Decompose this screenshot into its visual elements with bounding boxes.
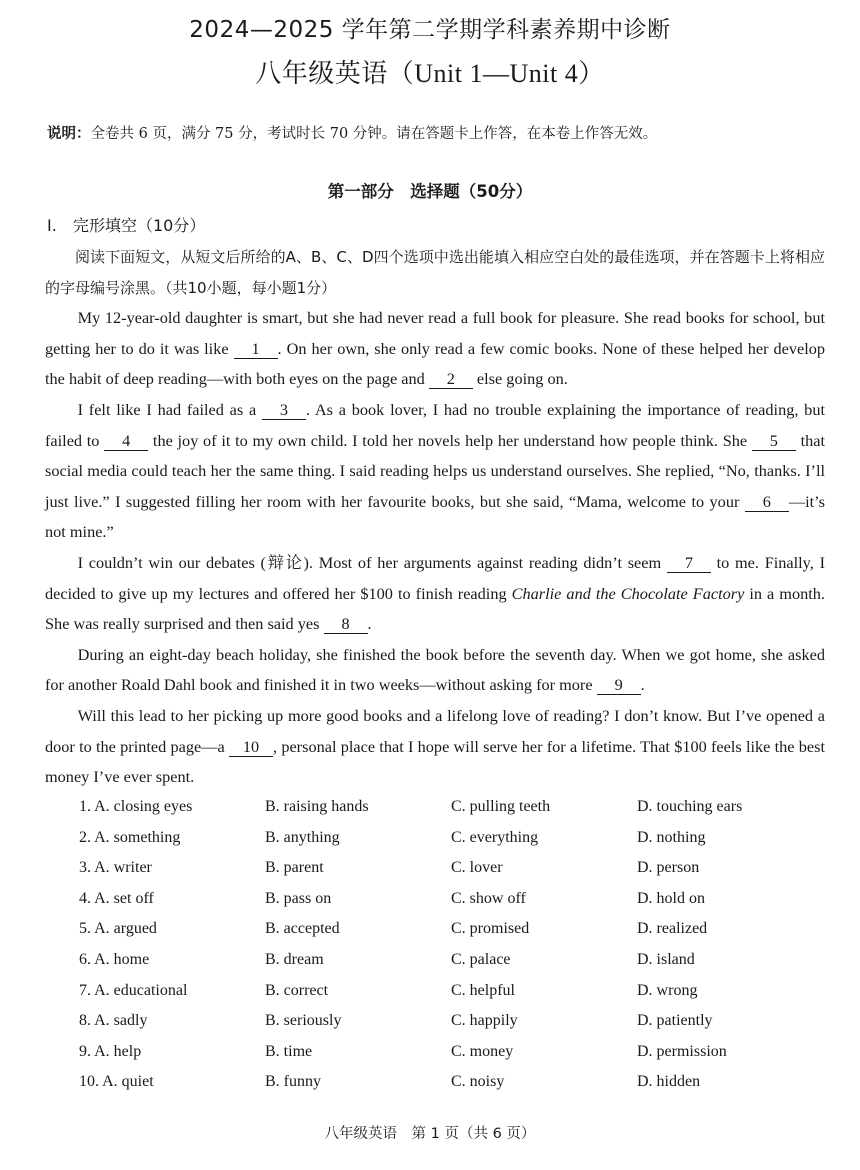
option-c: C. palace <box>451 950 511 968</box>
section-name: 完形填空（10分） <box>73 216 206 235</box>
option-d: D. patiently <box>637 1012 713 1030</box>
option-b: B. parent <box>265 859 324 877</box>
instructions-lead: 说明： <box>47 125 91 142</box>
option-d: D. wrong <box>637 981 698 999</box>
option-a: 10. A. quiet <box>79 1073 154 1091</box>
section-title <box>47 213 205 239</box>
option-c: C. promised <box>451 920 530 938</box>
option-c: C. lover <box>451 859 503 877</box>
book-title: Charlie and the Chocolate Factory <box>511 583 745 603</box>
passage-paragraph-5: Will this lead to her picking up more good books and a lifelong love of reading? I don’t know. But I’ve opened a door to the printed page—a 10 , personal place that I hope will serve her for a lifetime. That $100 feels like the best money I’ve ever spent. <box>45 705 826 787</box>
option-c: C. helpful <box>451 981 515 999</box>
answer-options <box>79 792 839 1098</box>
option-d: D. nothing <box>637 828 706 846</box>
option-b: B. anything <box>265 828 340 846</box>
option-c: C. everything <box>451 828 539 846</box>
passage-paragraph-2: I felt like I had failed as a 3 . As a book lover, I had no trouble explaining the importance of reading, but failed to 4 the joy of it to my own child. I told her novels help her understand how people think. She 5 that social media could teach her the same thing. I said reading helps us understand ourselves. She replied, “No, thanks. I’ll just live.” I suggested filling her room with her favourite books, but she said, “Mama, welcome to your 6 —it’s not mine.” <box>45 399 825 542</box>
option-row <box>79 1067 839 1098</box>
blank-6: 6 <box>745 492 789 512</box>
page-footer: 八年级英语 第 1 页（共 6 页） <box>324 1126 536 1142</box>
option-b: B. funny <box>265 1073 321 1091</box>
blank-10: 10 <box>229 737 273 757</box>
passage-paragraph-3: I couldn’t win our debates (辩论). Most of her arguments against reading didn’t seem 7 to me. Finally, I decided to give up my lectures and offered her $100 to finish reading Charlie and the Chocolate Factory in a month. She was really surprised and then said yes 8 . <box>45 552 825 634</box>
option-d: D. realized <box>637 920 708 938</box>
option-b: B. dream <box>265 950 324 968</box>
option-b: B. accepted <box>265 920 340 938</box>
blank-2: 2 <box>429 369 473 389</box>
option-d: D. permission <box>637 1042 727 1060</box>
blank-9: 9 <box>597 675 641 695</box>
option-row <box>79 1037 839 1068</box>
option-row <box>79 792 839 823</box>
exam-subtitle: 八年级英语（Unit 1—Unit 4） <box>255 59 605 88</box>
option-b: B. time <box>265 1042 313 1060</box>
option-row <box>79 945 839 976</box>
option-d: D. hold on <box>637 889 705 907</box>
blank-3: 3 <box>262 400 306 420</box>
option-c: C. noisy <box>451 1073 505 1091</box>
section-number: Ⅰ. <box>47 216 57 235</box>
passage-paragraph-1: My 12-year-old daughter is smart, but she had never read a full book for pleasure. She read books for school, but getting her to do it was like 1 . On her own, she only read a few comic books. None of these helped her develop the habit of deep reading—with both eyes on the page and 2 else going on. <box>45 308 826 389</box>
option-b: B. correct <box>265 981 329 999</box>
option-d: D. person <box>637 859 700 877</box>
cloze-passage <box>45 242 825 793</box>
option-a: 9. A. help <box>79 1042 142 1060</box>
part-title: 第一部分 选择题（50分） <box>327 182 533 201</box>
passage-paragraph-4: During an eight-day beach holiday, she finished the book before the seventh day. When we got home, she asked for another Roald Dahl book and finished it in two weeks—without asking for more 9 . <box>45 644 825 695</box>
option-c: C. money <box>451 1042 514 1060</box>
option-a: 8. A. sadly <box>79 1012 148 1030</box>
option-row <box>79 853 839 884</box>
option-d: D. hidden <box>637 1073 701 1091</box>
exam-title: 2024—2025 学年第二学期学科素养期中诊断 <box>189 17 671 43</box>
option-c: C. pulling teeth <box>451 798 551 815</box>
blank-8: 8 <box>324 614 368 634</box>
option-c: C. show off <box>451 889 526 907</box>
blank-4: 4 <box>104 431 148 451</box>
option-row <box>79 1006 839 1037</box>
instructions-text: 全卷共 6 页，满分 75 分，考试时长 70 分钟。请在答题卡上作答，在本卷上作答无效。 <box>90 126 658 142</box>
option-d: D. touching ears <box>637 798 743 815</box>
option-b: B. raising hands <box>265 798 369 815</box>
instructions <box>47 123 837 145</box>
option-a: 6. A. home <box>79 950 150 968</box>
blank-7: 7 <box>667 553 711 573</box>
blank-5: 5 <box>752 431 796 451</box>
section-intro: 阅读下面短文，从短文后所给的A、B、C、D四个选项中选出能填入相应空白处的最佳选项，并在答题卡上将相应的字母编号涂黑。（共10小题，每小题1分） <box>45 248 825 297</box>
option-a: 4. A. set off <box>79 889 154 907</box>
blank-1: 1 <box>234 339 278 359</box>
option-row <box>79 976 839 1007</box>
option-d: D. island <box>637 950 695 968</box>
option-a: 2. A. something <box>79 828 181 846</box>
option-b: B. pass on <box>265 889 332 907</box>
option-a: 3. A. writer <box>79 859 152 877</box>
option-a: 1. A. closing eyes <box>79 798 193 815</box>
option-row <box>79 914 839 945</box>
option-row <box>79 823 839 854</box>
option-row <box>79 884 839 915</box>
option-b: B. seriously <box>265 1012 342 1030</box>
option-a: 5. A. argued <box>79 920 157 938</box>
option-c: C. happily <box>451 1012 518 1030</box>
option-a: 7. A. educational <box>79 981 188 999</box>
